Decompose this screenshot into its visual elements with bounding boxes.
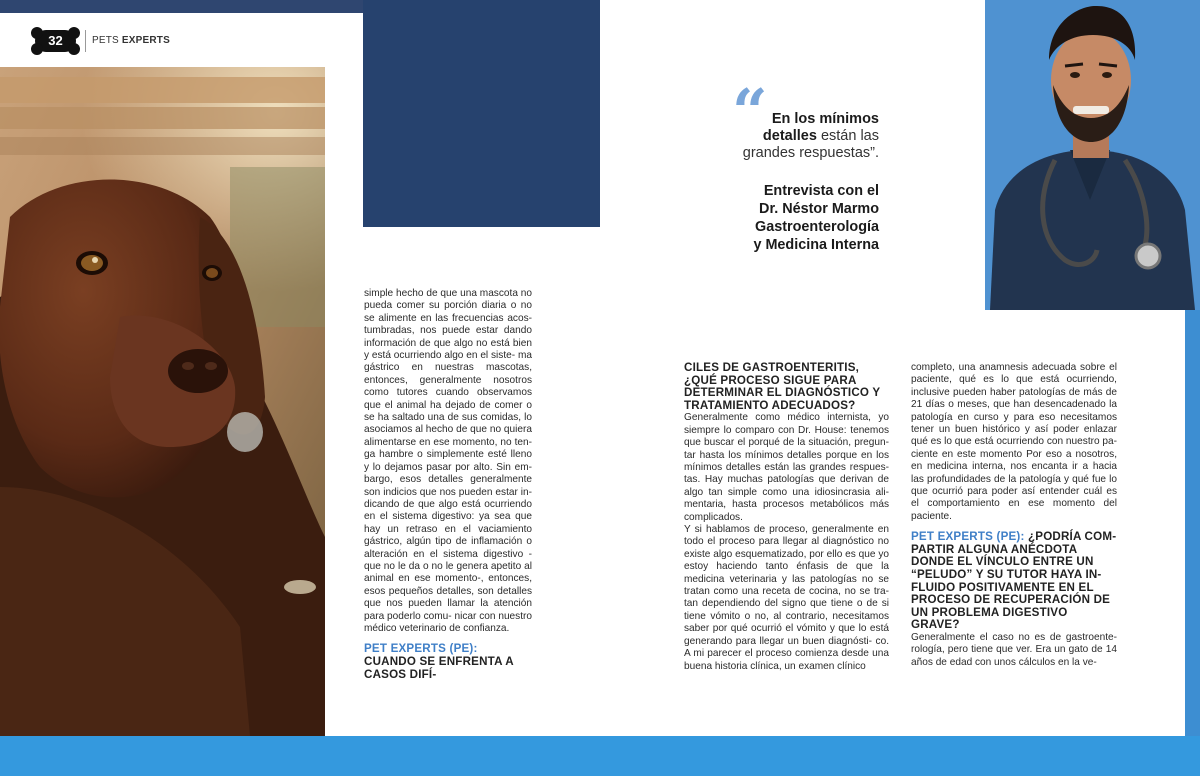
question-continuation: CILES DE GASTROENTERITIS, ¿QUÉ PROCESO SIGUE PARA DETERMINAR EL DIAGNÓSTICO Y TRATAMIENTO ADECUADOS? — [684, 361, 881, 412]
interview-line2: Dr. Néstor Marmo — [759, 201, 879, 217]
navy-color-block — [363, 0, 600, 227]
text-column-2 — [684, 362, 889, 673]
interview-line3: Gastroenterología — [755, 219, 879, 235]
pull-quote — [735, 111, 879, 162]
question-heading-1 — [364, 643, 532, 681]
question-label: PET EXPERTS (PE): — [911, 530, 1025, 544]
column1-paragraph: simple hecho de que una mascota no pueda comer su porción diaria o no se alimente en las frecuencias acos- tumbradas, nos puede estar dando información de que algo no está bien y está ocurriendo algo en el siste- ma gástrico en nuestras mascotas, entonces, generalmente nosotros como tutores cuando observamos que el animal ha dejado de comer o se ha saltado una de sus comidas, lo asociamos al hecho de que no quiera alimentarse en ese momento, no ten- ga hambre o simplemente esté lleno y lo dejamos pasar por alto. Sin em- bargo, esos detalles generalmente son indicios que nos pueden estar in- dicando de que algo está ocurriendo en el sistema digestivo: ya sea que hay un retraso en el vaciamiento gástrico, algún tipo de inflamación o alteración en el sistema digestivo -que no le da o no le genera apetito al animal en ese momento-, entonces, esos pequeños detalles, son detalles que nos pueden llamar la atención para poderlo comu- nicar con nuestro médico veterinario de confianza. — [364, 288, 532, 634]
question-heading-2 — [911, 531, 1117, 632]
brand-bold: EXPERTS — [121, 35, 170, 46]
bottom-color-bar — [0, 736, 1200, 776]
dog-photo — [0, 67, 325, 736]
page-number: 32 — [48, 33, 63, 48]
quote-icon: “ — [732, 75, 768, 148]
column3-paragraph1: completo, una anamnesis adecuada sobre el paciente, qué es lo que está ocurriendo, inclusive pueden haber patologías de más de 21 días o meses, que han desencadenado la patología en curso y para eso necesitamos tener un buen histórico y así poder enlazar qué es lo que está ocurriendo con nuestro pa- ciente en este momento Por eso a nosotros, en medicina interna, nos encanta ir a hacia las profundidades de la patología y qué fue lo que ocurrió para poder así entender cuál es el comportamiento en ese momento del paciente. — [911, 362, 1117, 522]
column3-paragraph2: Generalmente el caso no es de gastroente- rología, pero tiene que ver. Era un gato de 14 años de edad con unos cálculos en la ve- — [911, 632, 1117, 668]
interview-line4: y Medicina Interna — [753, 237, 879, 253]
question-label: PET EXPERTS (PE): — [364, 642, 478, 656]
magazine-brand — [92, 35, 170, 46]
text-column-3 — [911, 362, 1117, 669]
header-divider — [85, 30, 86, 52]
quote-line2-rest: están las — [816, 128, 879, 144]
interview-credit — [715, 182, 879, 254]
quote-line2-bold: detalles — [762, 128, 817, 144]
bone-icon — [35, 30, 76, 52]
doctor-photo — [985, 0, 1200, 310]
quote-line1: En los mínimos — [771, 111, 879, 127]
quote-line3: grandes respuestas”. — [742, 145, 879, 161]
interview-line1: Entrevista con el — [763, 183, 879, 199]
column2-paragraph2: Y si hablamos de proceso, generalmente en todo el proceso para llegar al diagnóstico no existe algo esquematizado, por ello es que yo estoy haciendo tanto énfasis de que la medicina veterinaria y las patologías no se tratan como una receta de cocina, no se tra- tan dependiendo del signo que tiene o de si tiene vómito o no, al contrario, necesitamos saber por qué ocurrió el vómito y que lo está generando para llegar un buen diagnósti- co. A mi parecer el proceso comienza desde una buena historia clínica, un examen clínico — [684, 524, 889, 672]
question-text: ¿PODRÍA COM- PARTIR ALGUNA ANÉCDOTA DONDE EL VÍNCULO ENTRE UN “PELUDO” Y SU TUTOR HAYA IN- FLUIDO POSITIVAMENTE EN EL PROCESO DE RECUPERACIÓN DE UN PROBLEMA DIGESTIVO GRAVE? — [911, 530, 1117, 632]
column2-paragraph1: Generalmente como médico internista, yo siempre lo comparo con Dr. House: tenemos que buscar el porqué de la situación, pregun- tar hasta los mínimos detalles porque en los mínimos detalles están las grandes respues- tas. Hay muchas patologías que derivan de algo tan simple como una idiosincrasia ali- mentaria, hasta procesos metabólicos más complicados. — [684, 412, 889, 523]
text-column-1 — [364, 288, 532, 681]
brand-light: PETS — [92, 35, 122, 46]
question-text: CUANDO SE ENFRENTA A CASOS DIFÍ- — [364, 654, 514, 681]
